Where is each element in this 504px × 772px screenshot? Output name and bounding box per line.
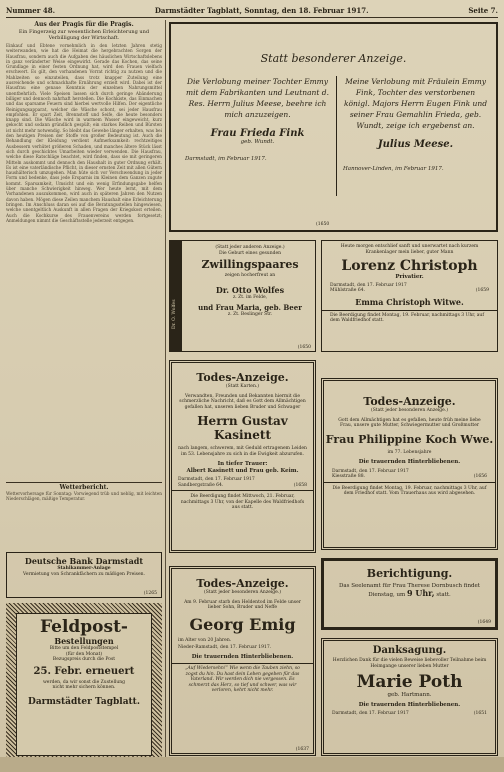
poth-geb: geb. Hartmann. bbox=[387, 692, 432, 698]
feldpost-date: 25. Febr. erneuert bbox=[33, 665, 135, 677]
emig-name: Georg Emig bbox=[189, 614, 296, 634]
engagement-divider bbox=[336, 76, 337, 196]
koch-addr: Kiesstraße 88. bbox=[332, 474, 365, 479]
article-body: Einkauf und Ebtene vornehmlich in den letzten Jahren stetig weiterwanden, wie hat die Heimat die hergebrachten Sorgen der Hausfrau, sondern auch die Aufgaben des häuslichen Wirtschaftslebens in ganz veränderter Weise eingewirkt. Gerade das Kochen, das seine Grundlage in einer festen Ordnung hat, wird den Frauen vielfach erschwert. Es gilt, den vorhandenen Vorrat richtig zu nutzen und die Mahlzeiten so einzuteilen, dass trotz knapper Zuteilung eine ausreichende und schmackhafte Ernährung erzielt wird. Dabei ist der Hausfrau eine genaue Kenntnis der einzelnen Nahrungsmittel unentbehrlich. Viele Speisen lassen sich durch geringe Abänderung billiger und dennoch nahrhaft herstellen. Die Kochkiste, das Einmachen und das sparsame Feuern sind hierbei wertvolle Hilfen. Der eigentliche Reinigungsapparat, welcher die Wäsche schont, sei jeder Hausfrau empfohlen. Er spart Zeit, Brennstoff und Seife, die heute besonders knapp sind. Die Wäsche wird in warmem Wasser eingeweicht, kurz gekocht und sodann gründlich gespült; ein starkes Reiben und Bürsten ist nicht mehr notwendig. So bleibt das Gewebe länger erhalten, was bei den heutigen Preisen der Stoffe von großer Bedeutung ist. Auch die Behandlung der Kleidung verdient Aufmerksamkeit: rechtzeitiges Ausbessern verhütet größeren Schaden, und manches ältere Stück lässt sich durch geschicktes Umarbeiten wieder verwenden. Die Hausfrau, welche diese Ratschläge beachtet, wird finden, dass sie mit geringeren Mitteln auskommt und dennoch den Haushalt in guter Ordnung erhält. Es ist eine vaterländische Pflicht, in dieser ernsten Zeit mit allen Gütern haushälterisch umzugehen. Man hüte sich vor Verschwendung in jeder Form und bedenke, dass jede Ersparnis im Kleinen dem Ganzen zugute kommt. Sparsamkeit, Umsicht und ein wenig Erfindungsgabe helfen über manche Schwierigkeit hinweg. Wer heute lernt, mit dem Vorhandenen auszukommen, wird auch in späteren Jahren den Nutzen davon haben. Mögen diese Zeilen manchem Haushalt eine Erleichterung bringen. Im Anschluss daran sei auf die Beratungsstellen hingewiesen, welche unentgeltlich Auskunft in allen Fragen der Kriegskost erteilen. Auch die Kochkurse des Frauenvereins werden fortgesetzt; Anmeldungen nimmt die Geschäftsstelle jederzeit entgegen. bbox=[6, 43, 162, 223]
engagement-ad bbox=[169, 22, 498, 232]
emig-mourners: Die trauernden Hinterbliebenen. bbox=[191, 653, 294, 660]
feldpost-title2: Bestellungen bbox=[54, 636, 114, 646]
feldpost-line3: Bezugspreis durch die Post bbox=[52, 657, 116, 662]
page-header bbox=[6, 4, 498, 16]
lorenz-ref: (1659 bbox=[475, 288, 489, 293]
koch-funeral: Die Beerdigung findet Montag, 19. Februar, nachmittags 3 Uhr, auf dem Friedhof statt. Vom Trauerhaus aus wird abgesehen. bbox=[324, 482, 495, 497]
emig-death-notice bbox=[169, 566, 316, 756]
emig-sub: (Statt jeder besonderen Anzeige.) bbox=[203, 590, 282, 595]
kasinett-sub: (Statt Karten.) bbox=[225, 384, 260, 389]
poth-thanks-notice bbox=[321, 638, 498, 756]
feldpost-line2: (für den Monat) bbox=[65, 651, 103, 657]
feldpost-inner bbox=[16, 613, 152, 756]
engagement-ref: (1650 bbox=[316, 221, 330, 227]
poth-place: Darmstadt, den 17. Februar 1917 bbox=[332, 711, 409, 716]
article-title: Aus der Pragis für die Pragis. bbox=[34, 21, 134, 28]
engagement-left-name: Frau Frieda Fink bbox=[210, 128, 305, 139]
lorenz-addr-row bbox=[322, 288, 497, 294]
kasinett-name: Herrn Gustav Kasinett bbox=[197, 414, 288, 442]
emig-age: im Alter von 20 Jahren. bbox=[178, 637, 232, 643]
twins-sub1: z. Zt. im Felde, bbox=[232, 294, 268, 300]
berichtigung-ref: (1649 bbox=[477, 619, 491, 625]
lorenz-intro: Heute morgen entschlief sanft und unerwartet nach kurzem Krankenlager mein lieber, guter Mann bbox=[340, 244, 479, 255]
poth-ref: (1651 bbox=[473, 711, 487, 716]
engagement-right-name: Julius Meese. bbox=[377, 139, 454, 150]
koch-place: Darmstadt, den 17. Februar 1917 bbox=[332, 468, 409, 474]
twins-line2: Die Geburt eines gesunden bbox=[218, 250, 282, 256]
page-bottom-edge bbox=[0, 757, 504, 772]
twins-title: Zwillingspaares bbox=[201, 258, 299, 271]
paper-title-date: Darmstädter Tagblatt, Sonntag, den 18. Februar 1917. bbox=[154, 5, 369, 15]
kasinett-death-notice bbox=[169, 360, 316, 553]
lorenz-name: Lorenz Christoph bbox=[341, 258, 478, 274]
twins-sub2: z. Zt. Beslinger Str. bbox=[227, 312, 273, 317]
lorenz-funeral: Die Beerdigung findet Montag, 19. Februar, nachmittags 3 Uhr, auf dem Waldfriedhof statt. bbox=[322, 310, 497, 326]
poth-name: Marie Poth bbox=[356, 672, 463, 692]
kasinett-mourners: Albert Kasinett und Frau geb. Keim. bbox=[186, 467, 299, 474]
header-rule bbox=[6, 17, 498, 18]
kasinett-intro: Verwandten, Freunden und Bekannten hiermit die schmerzliche Nachricht, daß es Gott dem Allmächtigen gefallen hat, unseren lieben Bruder und Schwager bbox=[179, 393, 306, 410]
article-subtitle: Ein Fingerzeig zur wesentlichen Erleichterung und Verbilligung der Wirtschaft. bbox=[18, 29, 150, 41]
kasinett-place: Darmstadt, den 17. Februar 1917 bbox=[178, 477, 255, 482]
poth-intro: Herzlichen Dank für die vielen Beweise liebevoller Teilnahme beim Heimgange unserer lieben Mutter bbox=[332, 658, 487, 669]
kasinett-mourn-heading: In tiefer Trauer: bbox=[217, 461, 268, 467]
bank-name: Deutsche Bank Darmstadt bbox=[24, 556, 144, 566]
kasinett-addr: Sandbergstraße 64. bbox=[178, 482, 224, 488]
engagement-right-place: Hannover-Linden, im Februar 1917. bbox=[343, 166, 444, 172]
engagement-left-place: Darmstadt, im Februar 1917. bbox=[185, 155, 267, 162]
emig-place: Nieder-Ramstadt, den 17. Februar 1917. bbox=[178, 645, 272, 650]
twins-line1: (Statt jeder anderen Anzeige.) bbox=[215, 245, 285, 250]
berichtigung-time: 9 Uhr, bbox=[407, 587, 435, 598]
twins-name2: und Frau Maria, geb. Beer bbox=[198, 303, 302, 312]
kasinett-text: nach langem, schwerem, mit Geduld ertragenem Leiden im 53. Lebensjahre zu sich in die Ewigkeit abzurufen. bbox=[178, 446, 307, 457]
koch-death-notice bbox=[321, 378, 498, 550]
lorenz-death-notice bbox=[321, 240, 498, 352]
engagement-heading: Statt besonderer Anzeige. bbox=[260, 52, 407, 65]
berichtigung-body bbox=[324, 580, 495, 598]
twins-ad bbox=[169, 240, 316, 352]
emig-intro: Am 9. Februar starb den Heldentod im Felde unser lieber Sohn, Bruder und Neffe bbox=[184, 599, 301, 610]
kasinett-funeral: Die Beerdigung findet Mittwoch, 21. Februar, nachmittags 3 Uhr, von der Kapelle des Waldfriedhofs aus statt. bbox=[172, 490, 313, 511]
kasinett-ref: (1658 bbox=[293, 482, 307, 488]
feldpost-line5: nicht mehr sichern können. bbox=[52, 685, 116, 690]
koch-age: im 77. Lebensjahre bbox=[387, 449, 432, 455]
feldpost-title: Feldpost- bbox=[39, 617, 128, 637]
bank-line1: Stahlkammer-Anlage bbox=[57, 566, 111, 571]
feldpost-line1: Bitte um den Feldpoststempel bbox=[49, 646, 119, 651]
koch-mourners: Die trauernden Hinterbliebenen. bbox=[358, 459, 461, 465]
twins-content bbox=[186, 245, 314, 318]
bank-ref: (1265 bbox=[143, 590, 157, 596]
feldpost-line4: werden, da wir sonst die Zustellung bbox=[42, 679, 126, 685]
twins-side-text: Dr. O. Wolfes bbox=[172, 299, 177, 329]
bank-ad bbox=[6, 552, 162, 598]
koch-name: Frau Philippine Koch Wwe. bbox=[325, 432, 494, 446]
lorenz-mourner: Emma Christoph Witwe. bbox=[355, 296, 464, 307]
poth-footer bbox=[324, 708, 495, 717]
berichtigung-text2: statt. bbox=[436, 591, 451, 598]
emig-title: Todes-Anzeige. bbox=[196, 577, 289, 590]
page-number: Seite 7. bbox=[468, 5, 498, 15]
notice-body: Wettervorhersage für Sonntag: Vorwiegend trüb und neblig, mit leichten Niederschlägen, mäßige Temperatur. bbox=[6, 491, 162, 502]
column-divider bbox=[165, 20, 166, 768]
emig-ref: (1637 bbox=[295, 746, 309, 752]
lorenz-role: Privatier. bbox=[395, 274, 424, 280]
berichtigung-title: Berichtigung. bbox=[366, 567, 453, 580]
koch-intro: Gott dem Allmächtigen hat es gefallen, heute früh meine liebe Frau, unsere gute Mutter, Schwiegermutter und Großmutter bbox=[338, 417, 481, 428]
kasinett-addr-row bbox=[172, 483, 313, 489]
koch-title: Todes-Anzeige. bbox=[363, 395, 456, 408]
berichtigung-text1: Das Seelenamt für Frau Therese Dornbusch findet Dienstag, um bbox=[338, 583, 481, 598]
feldpost-org: Darmstädter Tagblatt. bbox=[28, 696, 140, 707]
koch-addr-row bbox=[324, 474, 495, 480]
twins-line3: zeigen hocherfreut an bbox=[224, 273, 276, 278]
engagement-left-geb: geb. Wundt. bbox=[240, 139, 275, 145]
feldpost-ad bbox=[6, 603, 162, 766]
berichtigung-notice bbox=[321, 558, 498, 630]
poth-title: Danksagung. bbox=[372, 645, 447, 656]
engagement-left bbox=[185, 76, 330, 162]
issue-number: Nummer 48. bbox=[6, 5, 56, 15]
engagement-right-text: Meine Verlobung mit Fräulein Emmy Fink, Tochter des verstorbenen königl. Majors Herrn Eugen Fink und seiner Frau Gemahlin Frieda, geb. Wundt, zeige ich ergebenst an. bbox=[343, 77, 487, 130]
koch-sub: (Statt jeder besonderen Anzeige.) bbox=[370, 408, 449, 413]
koch-ref: (1656 bbox=[473, 474, 487, 479]
lorenz-place: Darmstadt, den 17. Februar 1917 bbox=[330, 282, 407, 288]
kasinett-title: Todes-Anzeige. bbox=[196, 371, 289, 384]
engagement-right bbox=[343, 76, 488, 173]
emig-poem: „Auf Wiedersehn!“ Wie wenn die Tauben ziehn, so zogst du hin. Du hast dein Leben gegeben für das Vaterland. Wir werden dich nie vergessen. Es schmerzt das Herz, so tief und schwer, was wir verloren, kehrt nicht mehr. bbox=[172, 663, 313, 702]
notice-title: Wetterbericht. bbox=[6, 482, 162, 491]
twins-name1: Dr. Otto Wolfes bbox=[215, 284, 285, 295]
poth-mourners: Die trauernden Hinterbliebenen. bbox=[358, 701, 461, 708]
engagement-left-text: Die Verlobung meiner Tochter Emmy mit dem Fabrikanten und Leutnant d. Res. Herrn Julius Meese, beehre ich mich anzuzeigen. bbox=[186, 77, 329, 119]
bank-line2: Vermietung von Schrankfächern zu mäßigen Preisen. bbox=[23, 571, 145, 577]
lorenz-addr: Mühlstraße 64. bbox=[330, 288, 366, 293]
twins-ref: (1650 bbox=[297, 344, 311, 350]
left-column bbox=[6, 20, 162, 768]
